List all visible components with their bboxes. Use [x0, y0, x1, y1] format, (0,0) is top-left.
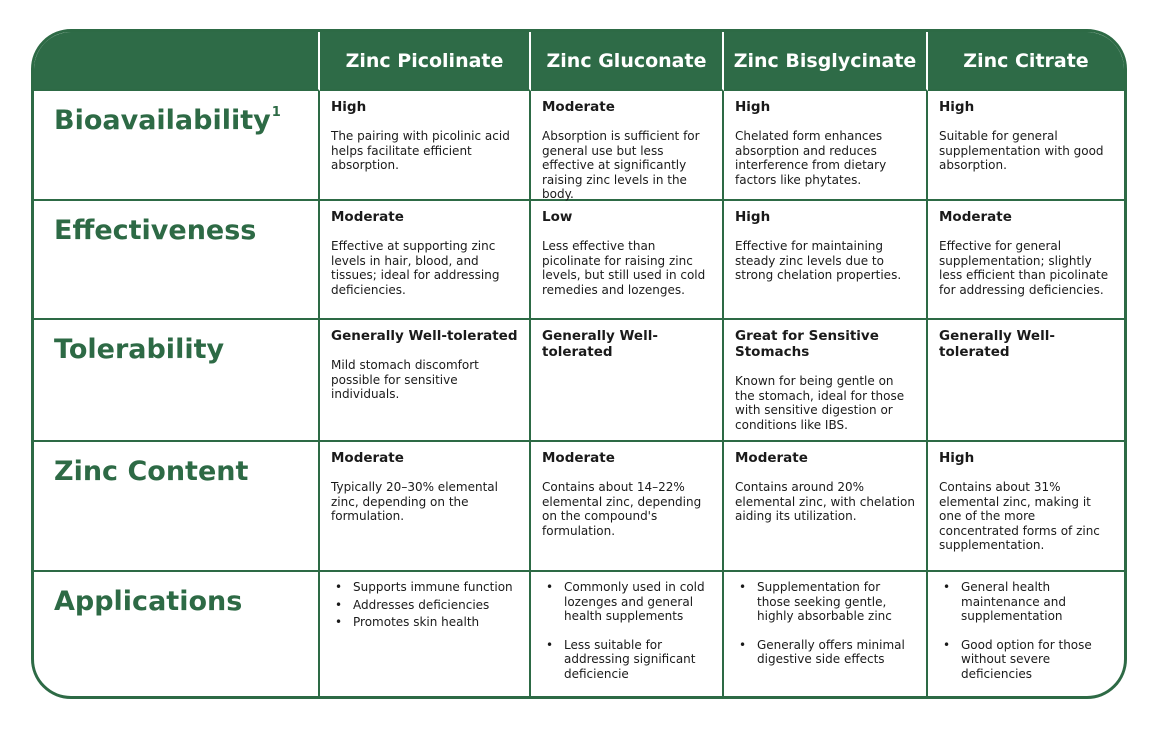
rating-text: Generally Well-tolerated: [939, 328, 1055, 360]
column-header-zinc-gluconate: Zinc Gluconate: [531, 32, 724, 91]
table-cell: [724, 320, 928, 442]
list-item: • Commonly used in cold lozenges and general health supplements: [564, 580, 712, 624]
footnote-marker: 1: [271, 105, 281, 120]
list-item: • General health maintenance and supplementation: [961, 580, 1114, 624]
rating-text: Moderate: [542, 99, 615, 115]
rating-text: Great for Sensitive Stomachs: [735, 328, 879, 360]
column-header-zinc-picolinate: Zinc Picolinate: [320, 32, 531, 91]
list-item: • Supports immune function: [353, 580, 519, 595]
list-item: • Promotes skin health: [353, 615, 519, 630]
list-item: • Addresses deficiencies: [353, 598, 519, 613]
column-header-zinc-bisglycinate: Zinc Bisglycinate: [724, 32, 928, 91]
rating-text: High: [735, 99, 771, 115]
rating-text: Moderate: [542, 450, 615, 466]
table-cell: [531, 91, 724, 201]
table-cell: [724, 91, 928, 201]
row-label-bioavailability: [34, 91, 320, 201]
row-label-text: Bioavailability: [54, 105, 271, 136]
description-text: Less effective than picolinate for raising zinc levels, but still used in cold remedies and lozenges.: [542, 239, 706, 297]
table-cell: [928, 572, 1124, 696]
application-list: [735, 580, 916, 667]
list-item: • Generally offers minimal digestive side effects: [757, 638, 916, 667]
description-text: Suitable for general supplementation with good absorption.: [939, 129, 1104, 172]
table-cell: [531, 442, 724, 572]
row-label-zinc-content: [34, 442, 320, 572]
rating-text: High: [939, 450, 975, 466]
rating-text: High: [939, 99, 975, 115]
rating-text: High: [735, 209, 771, 225]
description-text: Effective for maintaining steady zinc levels due to strong chelation properties.: [735, 239, 902, 282]
row-label-tolerability: [34, 320, 320, 442]
row-label-effectiveness: [34, 201, 320, 320]
column-header-zinc-citrate: Zinc Citrate: [928, 32, 1124, 91]
description-text: The pairing with picolinic acid helps facilitate efficient absorption.: [331, 129, 510, 172]
table-cell: [724, 572, 928, 696]
table-cell: [928, 320, 1124, 442]
list-item: • Supplementation for those seeking gentle, highly absorbable zinc: [757, 580, 916, 624]
description-text: Effective for general supplementation; slightly less efficient than picolinate for addressing deficiencies.: [939, 239, 1109, 297]
rating-text: Moderate: [331, 450, 404, 466]
application-list: [939, 580, 1114, 681]
rating-text: Moderate: [735, 450, 808, 466]
table-cell: [320, 320, 531, 442]
table-cell: [531, 572, 724, 696]
table-cell: [320, 201, 531, 320]
description-text: Contains about 14–22% elemental zinc, depending on the compound's formulation.: [542, 480, 702, 538]
list-item: • Less suitable for addressing significant deficiencie: [564, 638, 712, 682]
row-label-text: Applications: [54, 586, 243, 617]
row-label-text: Effectiveness: [54, 215, 257, 246]
application-list: [542, 580, 712, 681]
table-cell: [928, 91, 1124, 201]
table-cell: [320, 572, 531, 696]
list-item: • Good option for those without severe deficiencies: [961, 638, 1114, 682]
description-text: Mild stomach discomfort possible for sensitive individuals.: [331, 358, 479, 401]
comparison-table: [31, 29, 1127, 699]
table-cell: [928, 442, 1124, 572]
description-text: Known for being gentle on the stomach, ideal for those with sensitive digestion or conditions like IBS.: [735, 374, 905, 432]
application-list: [331, 580, 519, 630]
row-label-applications: [34, 572, 320, 696]
table-cell: [531, 201, 724, 320]
description-text: Absorption is sufficient for general use but less effective at significantly raising zinc levels in the body.: [542, 129, 700, 201]
table-cell: [320, 91, 531, 201]
rating-text: Low: [542, 209, 573, 225]
row-label-text: Tolerability: [54, 334, 225, 365]
description-text: Typically 20–30% elemental zinc, depending on the formulation.: [331, 480, 498, 523]
row-label-text: Zinc Content: [54, 456, 249, 487]
rating-text: Generally Well-tolerated: [331, 328, 518, 344]
rating-text: High: [331, 99, 367, 115]
description-text: Effective at supporting zinc levels in hair, blood, and tissues; ideal for addressing deficiencies.: [331, 239, 500, 297]
table-cell: [724, 201, 928, 320]
table-cell: [928, 201, 1124, 320]
rating-text: Generally Well-tolerated: [542, 328, 658, 360]
description-text: Contains around 20% elemental zinc, with chelation aiding its utilization.: [735, 480, 915, 523]
description-text: Chelated form enhances absorption and reduces interference from dietary factors like phytates.: [735, 129, 887, 187]
header-corner: [34, 32, 320, 91]
table-cell: [724, 442, 928, 572]
table-cell: [320, 442, 531, 572]
rating-text: Moderate: [331, 209, 404, 225]
table-grid: [34, 32, 1124, 696]
description-text: Contains about 31% elemental zinc, making it one of the more concentrated forms of zinc supplementation.: [939, 480, 1100, 552]
rating-text: Moderate: [939, 209, 1012, 225]
table-cell: [531, 320, 724, 442]
